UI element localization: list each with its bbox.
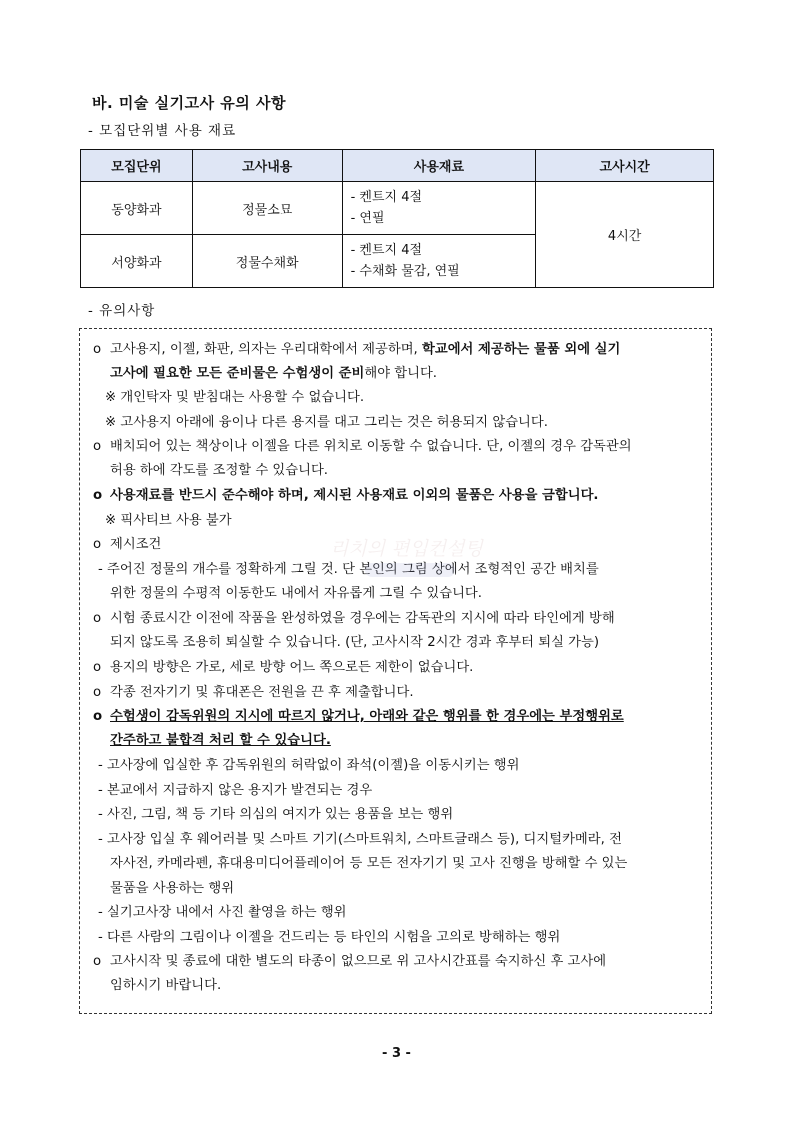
- note-item: [80, 607, 713, 631]
- note-text: 제시조건: [110, 537, 162, 552]
- note-remark: ※ 픽사티브 사용 불가: [105, 513, 232, 528]
- note-emphasis: 고사에 필요한 모든 준비물은 수험생이 준비: [110, 366, 365, 381]
- header-content: 고사내용: [192, 150, 342, 182]
- note-emphasis: 학교에서 제공하는 물품 외에 실기: [422, 342, 621, 357]
- header-unit: 모집단위: [81, 150, 193, 182]
- note-item: [80, 705, 713, 729]
- note-item: [80, 656, 713, 680]
- note-item: [80, 681, 713, 705]
- bullet: o: [93, 954, 102, 969]
- table-row: [81, 182, 714, 235]
- note-continuation: 물품을 사용하는 행위: [110, 881, 235, 896]
- note-continuation: [80, 362, 713, 386]
- material-item: - 켄트지 4절: [350, 190, 423, 205]
- watermark-text: 리치의 편입컨설팅: [330, 538, 483, 560]
- cell-time: 4시간: [536, 182, 714, 288]
- bullet: o: [93, 537, 102, 552]
- cell-materials: [342, 235, 536, 288]
- bullet: o: [93, 342, 102, 357]
- notes-box: [79, 328, 712, 1014]
- note-continuation: 간주하고 불합격 처리 할 수 있습니다.: [110, 733, 331, 748]
- bullet: o: [93, 660, 102, 675]
- cell-unit: 동양화과: [81, 182, 193, 235]
- materials-table: [80, 149, 714, 288]
- material-item: - 연필: [350, 211, 385, 226]
- section-title: 바. 미술 실기고사 유의 사항: [92, 94, 286, 112]
- note-text: 고사시작 및 종료에 대한 별도의 타종이 없으므로 위 고사시간표를 숙지하신 후 고사에: [110, 954, 607, 969]
- header-time: 고사시간: [536, 150, 714, 182]
- cell-content: 정물수채화: [192, 235, 342, 288]
- table-heading: - 모집단위별 사용 재료: [88, 123, 237, 139]
- note-text: 시험 종료시간 이전에 작품을 완성하였을 경우에는 감독관의 지시에 따라 타인에게 방해: [110, 611, 615, 626]
- bullet: o: [93, 488, 103, 503]
- note-continuation: 허용 하에 각도를 조정할 수 있습니다.: [110, 463, 329, 478]
- note-item: [80, 338, 713, 362]
- table-header-row: [81, 150, 714, 182]
- note-item: [80, 950, 713, 974]
- note-item: [80, 484, 713, 508]
- note-text: 각종 전자기기 및 휴대폰은 전원을 끈 후 제출합니다.: [110, 685, 414, 700]
- note-subitem: - 다른 사람의 그림이나 이젤을 건드리는 등 타인의 시험을 고의로 방해하는 행위: [98, 930, 561, 945]
- note-text: 배치되어 있는 책상이나 이젤을 다른 위치로 이동할 수 없습니다. 단, 이젤의 경우 감독관의: [110, 439, 632, 454]
- note-continuation: 되지 않도록 조용히 퇴실할 수 있습니다. (단, 고사시작 2시간 경과 후부터 퇴실 가능): [110, 635, 600, 650]
- note-subitem: - 고사장 입실 후 웨어러블 및 스마트 기기(스마트워치, 스마트글래스 등), 디지털카메라, 전: [98, 832, 622, 847]
- bullet: o: [93, 709, 103, 724]
- note-text: 해야 합니다.: [364, 366, 438, 381]
- note-continuation: 위한 정물의 수평적 이동한도 내에서 자유롭게 그릴 수 있습니다.: [110, 586, 483, 601]
- note-subitem: - 고사장에 입실한 후 감독위원의 허락없이 좌석(이젤)을 이동시키는 행위: [98, 758, 520, 773]
- bullet: o: [93, 685, 102, 700]
- cell-materials: [342, 182, 536, 235]
- note-text: 용지의 방향은 가로, 세로 방향 어느 쪽으로든 제한이 없습니다.: [110, 660, 474, 675]
- note-subitem: - 주어진 정물의 개수를 정확하게 그릴 것. 단 본인의 그림 상에서 조형적인 공간 배치를: [98, 562, 599, 577]
- note-text: 수험생이 감독위원의 지시에 따르지 않거나, 아래와 같은 행위를 한 경우에는 부정행위로: [110, 709, 624, 724]
- material-item: - 켄트지 4절: [350, 243, 423, 258]
- note-text: 고사용지, 이젤, 화판, 의자는 우리대학에서 제공하며,: [110, 342, 423, 357]
- page-number: - 3 -: [382, 1046, 411, 1061]
- note-text: 사용재료를 반드시 준수해야 하며, 제시된 사용재료 이외의 물품은 사용을 금합니다.: [110, 488, 599, 503]
- cell-content: 정물소묘: [192, 182, 342, 235]
- note-subitem: - 실기고사장 내에서 사진 촬영을 하는 행위: [98, 905, 347, 920]
- note-item: [80, 533, 713, 557]
- note-continuation: 자사전, 카메라펜, 휴대용미디어플레이어 등 모든 전자기기 및 고사 진행을 방해할 수 있는: [110, 856, 628, 871]
- note-continuation: 임하시기 바랍니다.: [110, 978, 222, 993]
- note-remark: ※ 고사용지 아래에 융이나 다른 용지를 대고 그리는 것은 허용되지 않습니다.: [105, 415, 548, 430]
- note-remark: ※ 개인탁자 및 받침대는 사용할 수 없습니다.: [105, 390, 365, 405]
- note-item: [80, 435, 713, 459]
- material-item: - 수채화 물감, 연필: [350, 264, 460, 279]
- bullet: o: [93, 439, 102, 454]
- notes-heading: - 유의사항: [88, 303, 156, 319]
- header-materials: 사용재료: [342, 150, 536, 182]
- cell-unit: 서양화과: [81, 235, 193, 288]
- note-subitem: - 사진, 그림, 책 등 기타 의심의 여지가 있는 용품을 보는 행위: [98, 807, 454, 822]
- bullet: o: [93, 611, 102, 626]
- note-subitem: - 본교에서 지급하지 않은 용지가 발견되는 경우: [98, 783, 373, 798]
